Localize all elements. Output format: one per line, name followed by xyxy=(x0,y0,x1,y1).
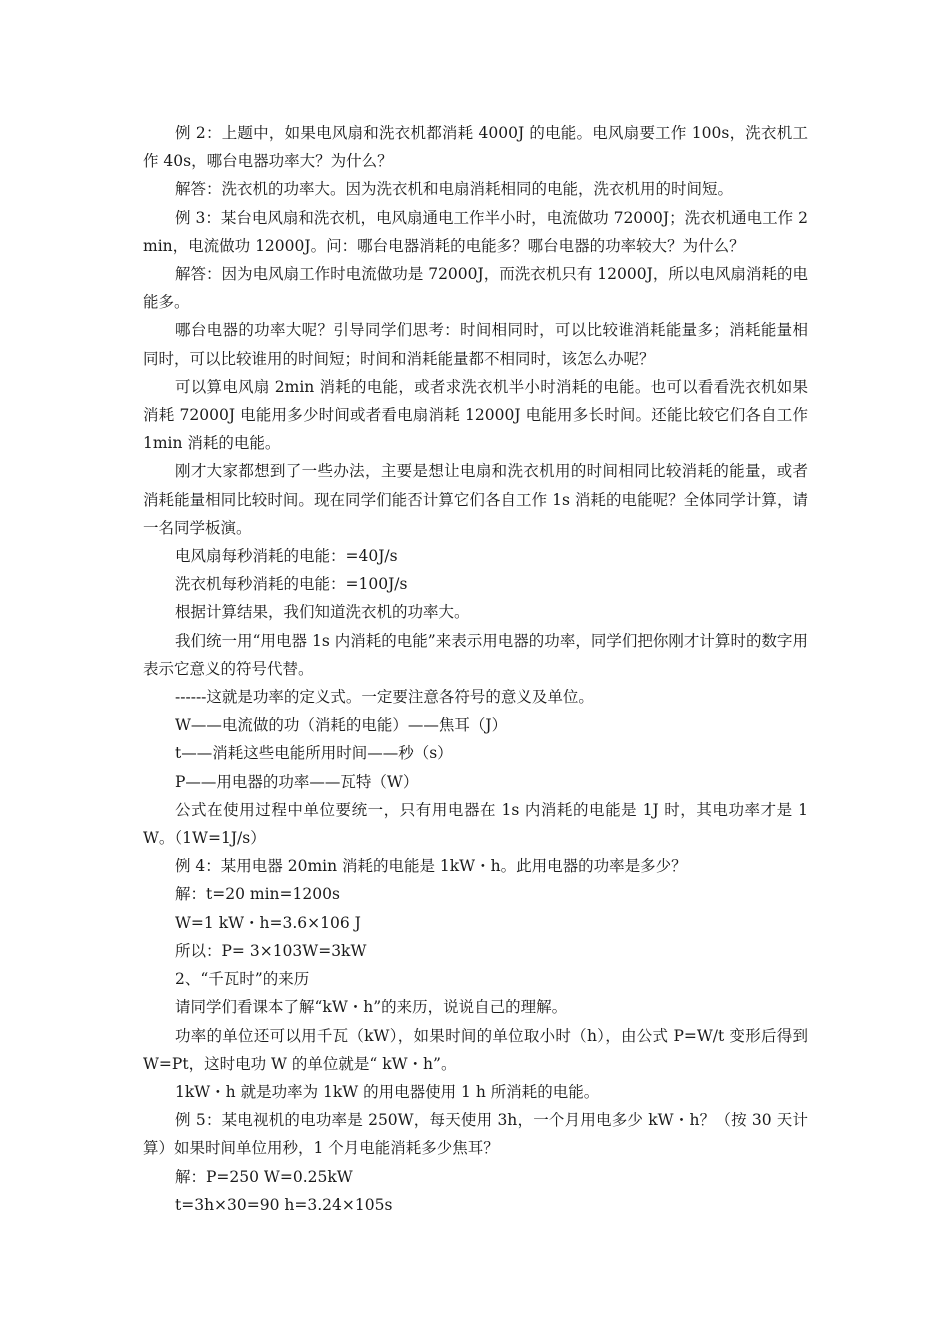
paragraph-example-5: 例 5：某电视机的电功率是 250W，每天使用 3h，一个月用电多少 kW・h？（按 30 天计算）如果时间单位用秒，1 个月电能消耗多少焦耳？ xyxy=(143,1111,808,1158)
paragraph-symbol-t: t——消耗这些电能所用时间——秒（s） xyxy=(175,744,453,763)
paragraph-answer-3: 解答：因为电风扇工作时电流做功是 72000J，而洗衣机只有 12000J，所以电风扇消耗的电能多。 xyxy=(143,265,808,312)
paragraph-definition-intro: 我们统一用“用电器 1s 内消耗的电能”来表示用电器的功率，同学们把你刚才计算时的数字用表示它意义的符号代替。 xyxy=(143,631,808,678)
paragraph-example-3: 例 3：某台电风扇和洗衣机，电风扇通电工作半小时，电流做功 72000J；洗衣机通电工作 2min，电流做功 12000J。问：哪台电器消耗的电能多？哪台电器的功率较大？为什么？ xyxy=(143,208,808,255)
paragraph-kwh-reading: 请同学们看课本了解“kW・h”的来历，说说自己的理解。 xyxy=(175,998,568,1017)
paragraph-symbol-p: P——用电器的功率——瓦特（W） xyxy=(175,772,419,791)
paragraph-conclusion: 根据计算结果，我们知道洗衣机的功率大。 xyxy=(175,603,470,622)
paragraph-solution-w: W=1 kW・h=3.6×106 J xyxy=(175,913,361,932)
paragraph-solution-p: 所以：P= 3×103W=3kW xyxy=(175,941,367,960)
section-heading-kwh: 2、“千瓦时”的来历 xyxy=(175,970,310,989)
paragraph-definition-formula: ------这就是功率的定义式。一定要注意各符号的意义及单位。 xyxy=(175,688,594,707)
paragraph-washer-energy: 洗衣机每秒消耗的电能：=100J/s xyxy=(175,575,408,594)
paragraph-solution-5-t: t=3h×30=90 h=3.24×105s xyxy=(175,1195,393,1214)
paragraph-fan-energy: 电风扇每秒消耗的电能：=40J/s xyxy=(175,547,398,566)
paragraph-answer-2: 解答：洗衣机的功率大。因为洗衣机和电扇消耗相同的电能，洗衣机用的时间短。 xyxy=(175,180,734,199)
paragraph-solution-t: 解：t=20 min=1200s xyxy=(175,885,340,904)
paragraph-solution-5-p: 解：P=250 W=0.25kW xyxy=(175,1167,353,1186)
paragraph-example-4: 例 4：某用电器 20min 消耗的电能是 1kW・h。此用电器的功率是多少？ xyxy=(175,857,687,876)
paragraph-kwh-definition: 1kW・h 就是功率为 1kW 的用电器使用 1 h 所消耗的电能。 xyxy=(175,1082,600,1101)
paragraph-summary: 刚才大家都想到了一些办法，主要是想让电扇和洗衣机用的时间相同比较消耗的能量，或者消耗能量相同比较时间。现在同学们能否计算它们各自工作 1s 消耗的电能呢？全体同学计算，请一名同学板演。 xyxy=(143,462,808,537)
document-body xyxy=(143,119,808,1219)
paragraph-symbol-w: W——电流做的功（消耗的电能）——焦耳（J） xyxy=(175,716,508,735)
paragraph-example-2: 例 2：上题中，如果电风扇和洗衣机都消耗 4000J 的电能。电风扇要工作 100s，洗衣机工作 40s，哪台电器功率大？为什么？ xyxy=(143,124,808,171)
paragraph-guide-question: 哪台电器的功率大呢？引导同学们思考：时间相同时，可以比较谁消耗能量多；消耗能量相同时，可以比较谁用的时间短；时间和消耗能量都不相同时，该怎么办呢？ xyxy=(143,321,808,368)
paragraph-methods: 可以算电风扇 2min 消耗的电能，或者求洗衣机半小时消耗的电能。也可以看看洗衣机如果消耗 72000J 电能用多少时间或者看电扇消耗 12000J 电能用多长时间。还能比较它们各自工作 1min 消耗的电能。 xyxy=(143,377,808,453)
paragraph-unit-note: 公式在使用过程中单位要统一，只有用电器在 1s 内消耗的电能是 1J 时，其电功率才是 1W。（1W=1J/s） xyxy=(143,800,808,848)
paragraph-kw-unit: 功率的单位还可以用千瓦（kW），如果时间的单位取小时（h），由公式 P=W/t 变形后得到 W=Pt，这时电功 W 的单位就是“ kW・h”。 xyxy=(143,1026,808,1073)
